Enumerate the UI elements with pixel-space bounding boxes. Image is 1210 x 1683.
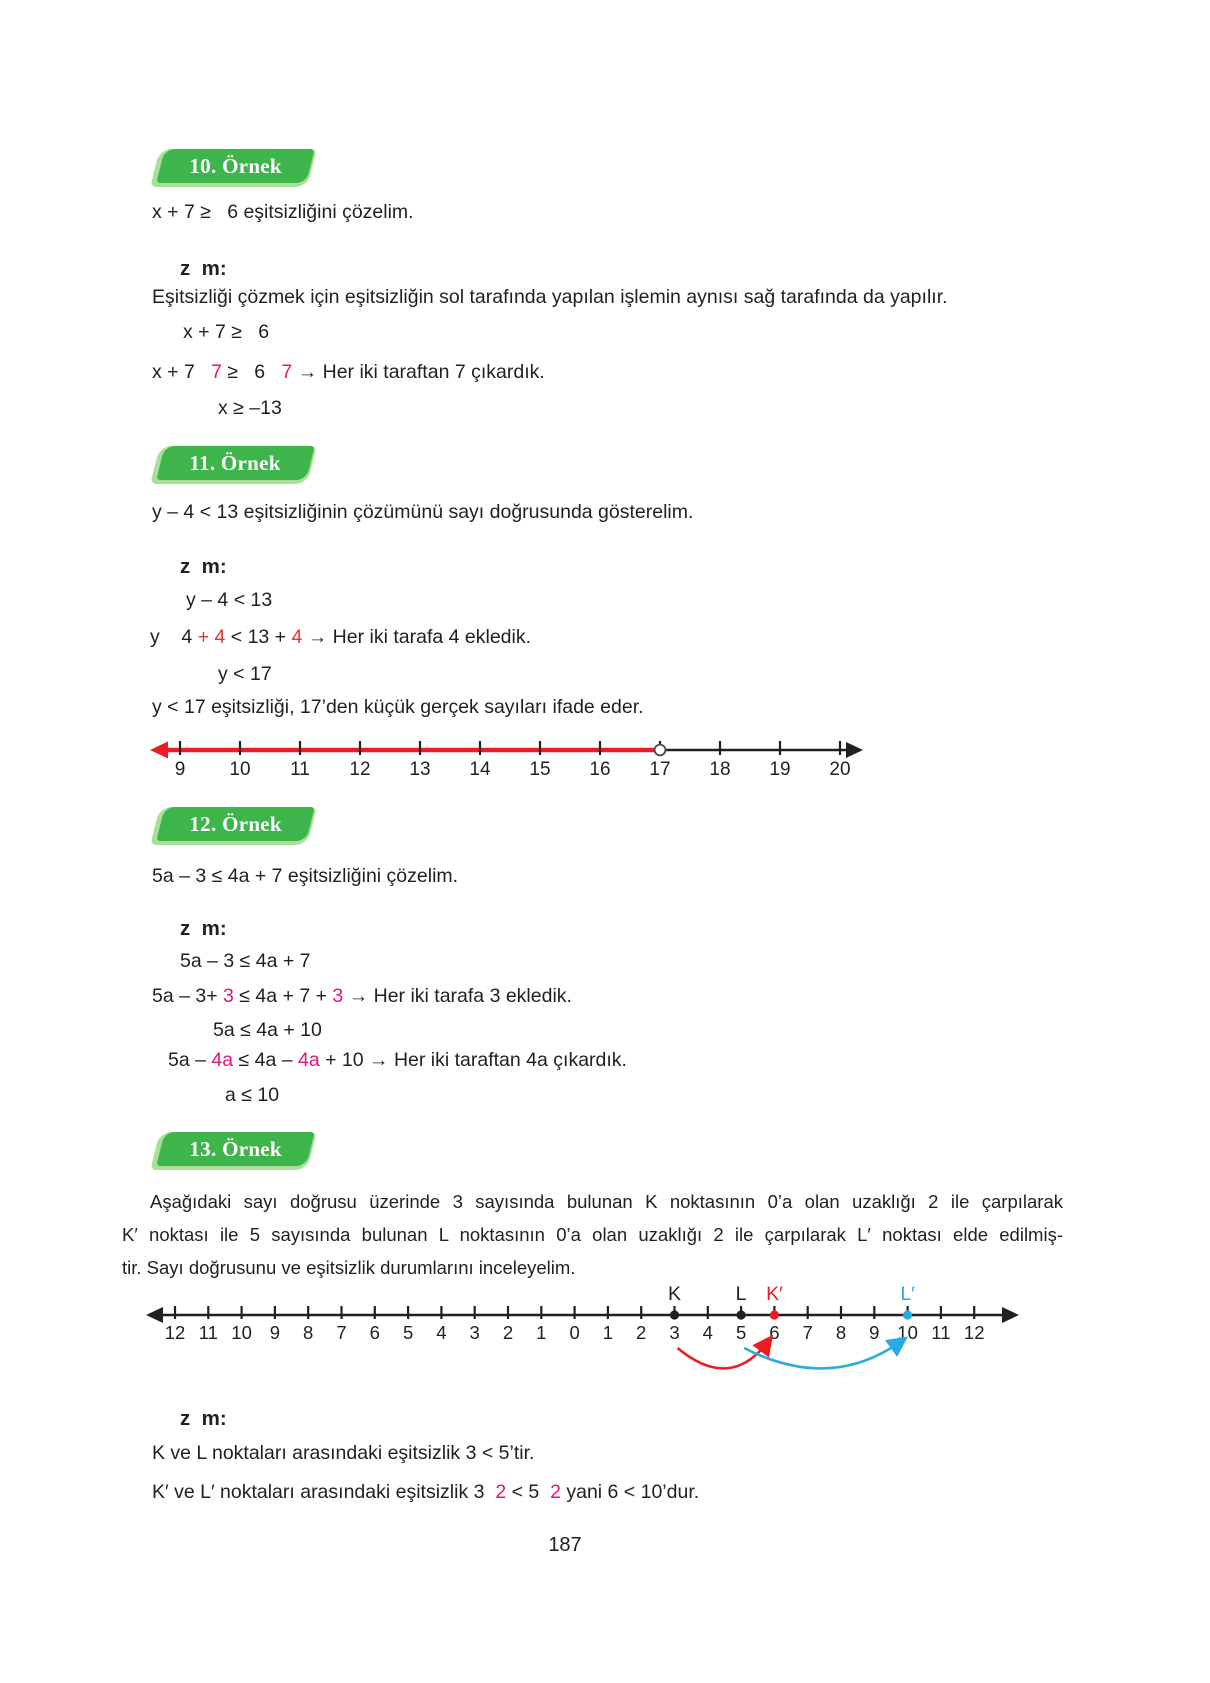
svg-text:2: 2 — [636, 1322, 647, 1343]
math-segment: 3 — [223, 985, 234, 1007]
example-10-problem: x + 7 ≥ 6 eşitsizliğini çözelim. — [152, 201, 414, 223]
example-11-step-3: y < 17 — [218, 663, 272, 685]
math-segment: → Her iki taraftan 7 çıkardık. — [292, 361, 545, 383]
math-segment: ≥ 6 — [221, 361, 282, 383]
example-11-badge — [150, 446, 316, 484]
svg-text:K′: K′ — [766, 1283, 783, 1305]
example-10-step-3: x ≥ –13 — [218, 397, 282, 419]
math-segment: y 4 — [150, 626, 198, 648]
example-12-step-1: 5a – 3 ≤ 4a + 7 — [180, 950, 311, 972]
svg-text:9: 9 — [269, 1322, 281, 1343]
svg-text:8: 8 — [835, 1322, 847, 1343]
example-10-badge-shape — [156, 149, 314, 183]
svg-text:0: 0 — [569, 1322, 580, 1343]
svg-text:9: 9 — [869, 1322, 880, 1343]
example-11-badge-shape — [156, 446, 314, 480]
math-segment: 5a – — [168, 1049, 212, 1071]
example-11-note: y < 17 eşitsizliği, 17’den küçük gerçek sayıları ifade eder. — [152, 696, 644, 718]
example-10-solution-label: z m: — [180, 257, 227, 280]
example-11-problem: y – 4 < 13 eşitsizliğinin çözümünü sayı doğrusunda gösterelim. — [152, 501, 694, 523]
math-segment: < 5 — [506, 1481, 551, 1503]
example-12-step-4 — [168, 1048, 627, 1072]
example-12-problem: 5a – 3 ≤ 4a + 7 eşitsizliğini çözelim. — [152, 865, 459, 887]
svg-text:11: 11 — [198, 1322, 218, 1343]
paragraph-line: tir. Sayı doğrusunu ve eşitsizlik durumlarını inceleyelim. — [122, 1257, 576, 1278]
example-12-step-2 — [152, 984, 572, 1008]
svg-text:1: 1 — [536, 1322, 547, 1343]
svg-text:4: 4 — [702, 1322, 713, 1343]
example-13-badge — [150, 1132, 316, 1170]
math-segment: + 10 → Her iki taraftan 4a çıkardık. — [319, 1049, 627, 1071]
svg-text:12: 12 — [164, 1322, 186, 1343]
svg-text:20: 20 — [829, 759, 851, 780]
example-13-result-2 — [152, 1480, 699, 1504]
math-segment: 2 — [550, 1481, 561, 1503]
math-segment: 5a – 3+ — [152, 985, 224, 1007]
paragraph-line: Aşağıdaki sayı doğrusu üzerinde 3 sayısında bulunan K noktasının 0’a olan uzaklığı 2 ile çarpılarak — [150, 1191, 1063, 1212]
math-segment: 7 — [281, 361, 293, 383]
math-segment: ≤ 4a – — [233, 1049, 298, 1071]
svg-text:8: 8 — [303, 1322, 314, 1343]
svg-text:9: 9 — [174, 759, 186, 780]
svg-text:3: 3 — [669, 1322, 680, 1343]
example-10-step-1: x + 7 ≥ 6 — [183, 321, 270, 343]
svg-text:15: 15 — [529, 759, 551, 780]
example-11-step-1: y – 4 < 13 — [186, 589, 273, 611]
svg-text:L: L — [735, 1283, 747, 1305]
svg-text:K: K — [667, 1283, 682, 1305]
example-10-step-2 — [152, 360, 545, 384]
svg-text:13: 13 — [409, 759, 431, 780]
example-13-result-1: K ve L noktaları arasındaki eşitsizlik 3 < 5’tir. — [152, 1442, 535, 1464]
svg-text:6: 6 — [769, 1322, 780, 1343]
example-10-badge — [150, 149, 316, 187]
svg-text:10: 10 — [231, 1322, 252, 1343]
example-13-solution-label: z m: — [180, 1407, 227, 1430]
paragraph-line: K′ noktası ile 5 sayısında bulunan L noktasının 0’a olan uzaklığı 2 ile çarpılarak L′ noktası elde edilmiş- — [122, 1224, 1063, 1245]
example-12-step-3: 5a ≤ 4a + 10 — [213, 1019, 322, 1041]
page-number: 187 — [548, 1534, 582, 1556]
number-line-2 — [145, 1283, 1020, 1404]
math-segment: 7 — [211, 361, 222, 383]
svg-text:5: 5 — [402, 1322, 414, 1343]
svg-text:7: 7 — [336, 1322, 347, 1343]
svg-text:10: 10 — [897, 1322, 918, 1343]
svg-text:19: 19 — [769, 759, 791, 780]
svg-text:17: 17 — [649, 759, 671, 780]
number-line-1 — [148, 728, 864, 782]
svg-text:10: 10 — [229, 759, 251, 780]
math-segment: 3 — [332, 985, 344, 1007]
math-segment: < 13 + — [225, 626, 292, 648]
svg-text:18: 18 — [709, 759, 731, 780]
math-segment: yani 6 < 10’dur. — [560, 1481, 700, 1503]
example-10-badge-label: 10. Örnek — [189, 153, 282, 178]
example-12-step-5: a ≤ 10 — [225, 1084, 280, 1106]
math-segment: 4a — [211, 1049, 234, 1071]
example-11-step-2 — [150, 625, 531, 649]
example-12-badge-label: 12. Örnek — [189, 811, 282, 836]
svg-text:12: 12 — [349, 759, 371, 780]
example-10-explanation: Eşitsizliği çözmek için eşitsizliğin sol tarafında yapılan işlemin aynısı sağ tarafında da yapılır. — [152, 286, 948, 308]
svg-text:16: 16 — [589, 759, 611, 780]
svg-text:5: 5 — [735, 1322, 747, 1343]
math-segment: + 4 — [197, 626, 226, 648]
math-segment: K′ ve L′ noktaları arasındaki eşitsizlik 3 — [152, 1481, 496, 1503]
svg-text:14: 14 — [469, 759, 491, 780]
math-segment: ≤ 4a + 7 + — [233, 985, 333, 1007]
svg-text:11: 11 — [931, 1322, 951, 1343]
svg-text:11: 11 — [290, 759, 310, 780]
example-12-solution-label: z m: — [180, 917, 227, 940]
svg-text:3: 3 — [469, 1322, 480, 1343]
math-segment: → Her iki tarafa 3 ekledik. — [343, 985, 572, 1007]
svg-text:12: 12 — [963, 1322, 985, 1343]
svg-text:6: 6 — [369, 1322, 380, 1343]
svg-text:4: 4 — [436, 1322, 447, 1343]
example-13-badge-shape — [156, 1132, 314, 1166]
svg-text:L′: L′ — [900, 1283, 915, 1305]
example-12-badge — [150, 807, 316, 845]
example-13-paragraph — [122, 1185, 1063, 1284]
math-segment: 4a — [298, 1049, 320, 1071]
example-11-solution-label: z m: — [180, 555, 227, 578]
math-segment: 2 — [495, 1481, 507, 1503]
example-13-badge-label: 13. Örnek — [189, 1136, 282, 1161]
example-11-badge-label: 11. Örnek — [189, 450, 282, 475]
svg-text:7: 7 — [802, 1322, 813, 1343]
example-12-badge-shape — [156, 807, 314, 841]
math-segment: → Her iki tarafa 4 ekledik. — [302, 626, 532, 648]
math-segment: x + 7 — [152, 361, 212, 383]
math-segment: 4 — [291, 626, 303, 648]
svg-text:2: 2 — [502, 1322, 514, 1343]
svg-text:1: 1 — [602, 1322, 614, 1343]
